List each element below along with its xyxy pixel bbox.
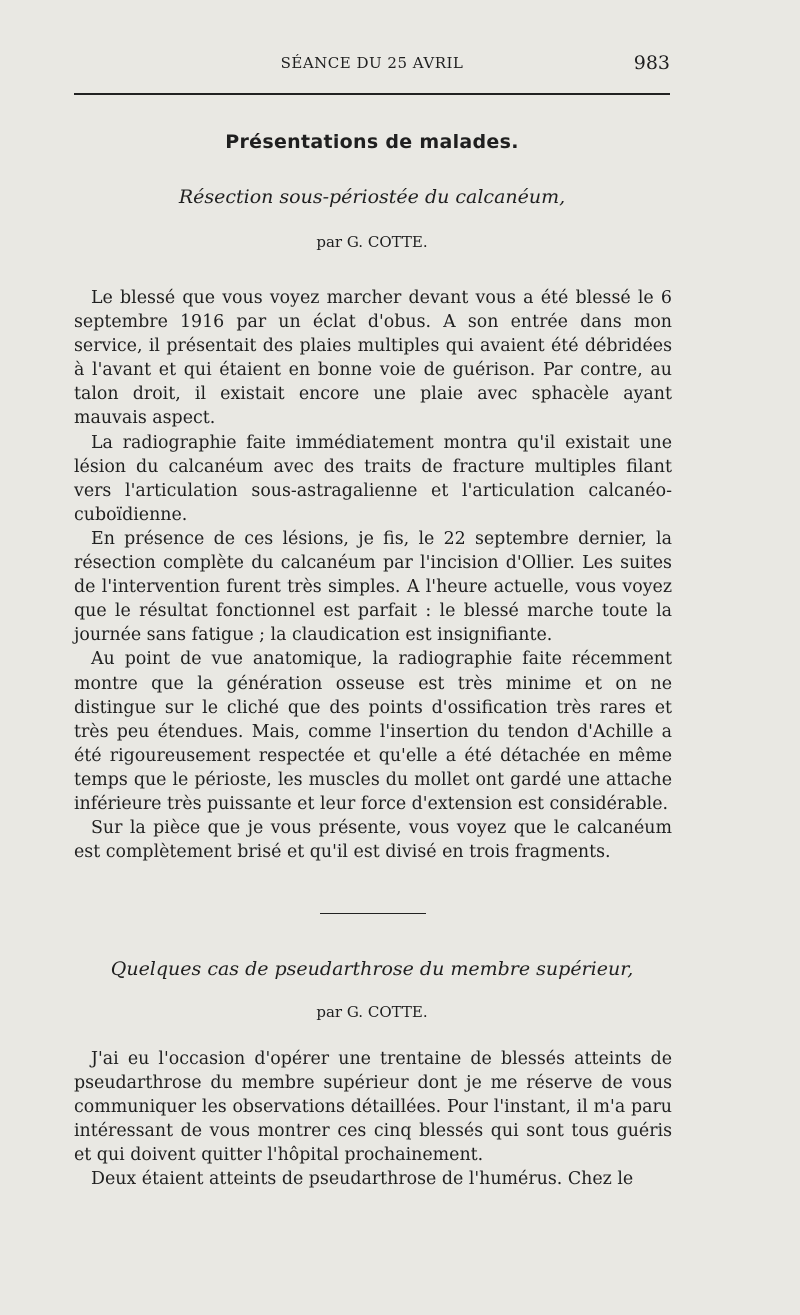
article-byline: par G. COTTE.	[316, 233, 428, 251]
running-title: SÉANCE DU 25 AVRIL	[280, 54, 464, 72]
running-head	[74, 52, 670, 82]
paragraph: J'ai eu l'occasion d'opérer une trentaine de blessés atteints de pseudarthrose du membre supérieur dont je me réserve de vous communiquer les observations détaillées. Pour l'instant, il m'a paru intéressant de vous montrer ces cinq blessés qui sont tous guéris et qui doivent quitter l'hôpital prochainement.	[74, 1049, 672, 1166]
page-number: 983	[633, 52, 670, 74]
paragraph: Le blessé que vous voyez marcher devant vous a été blessé le 6 septembre 1916 par un éclat d'obus. A son entrée dans mon service, il présentait des plaies multiples qui avaient été débridées à l'avant et qui étaient en bonne voie de guérison. Par contre, au talon droit, il existait encore une plaie avec sphacèle ayant mauvais aspect.	[74, 288, 672, 429]
paragraph: Sur la pièce que je vous présente, vous voyez que le calcanéum est complètement brisé et qu'il est divisé en trois fragments.	[74, 818, 672, 863]
article-body	[74, 1047, 672, 1192]
article-body	[74, 286, 672, 864]
article-byline: par G. COTTE.	[316, 1003, 428, 1021]
paragraph: Au point de vue anatomique, la radiographie faite récemment montre que la génération osseuse est très minime et on ne distingue sur le cliché que des points d'ossification très rares et très peu étendues. Mais, comme l'insertion du tendon d'Achille a été rigoureusement respectée et qu'elle a été détachée en même temps que le périoste, les muscles du mollet ont gardé une attache inférieure très puissante et leur force d'extension est considérable.	[74, 649, 672, 814]
header-rule	[74, 93, 670, 95]
article-title: Quelques cas de pseudarthrose du membre supérieur,	[110, 958, 634, 980]
section-separator	[320, 913, 426, 914]
article-title: Résection sous-périostée du calcanéum,	[178, 186, 566, 208]
paragraph: La radiographie faite immédiatement montra qu'il existait une lésion du calcanéum avec des traits de fracture multiples filant vers l'articulation sous-astragalienne et l'articulation calcanéo-cuboïdienne.	[74, 432, 672, 525]
section-title: Présentations de malades.	[225, 131, 519, 153]
paragraph: En présence de ces lésions, je fis, le 22 septembre dernier, la résection complète du calcanéum par l'incision d'Ollier. Les suites de l'intervention furent très simples. A l'heure actuelle, vous voyez que le résultat fonctionnel est parfait : le blessé marche toute la journée sans fatigue ; la claudication est insignifiante.	[74, 528, 672, 646]
paragraph: Deux étaient atteints de pseudarthrose de l'humérus. Chez le	[91, 1169, 634, 1190]
